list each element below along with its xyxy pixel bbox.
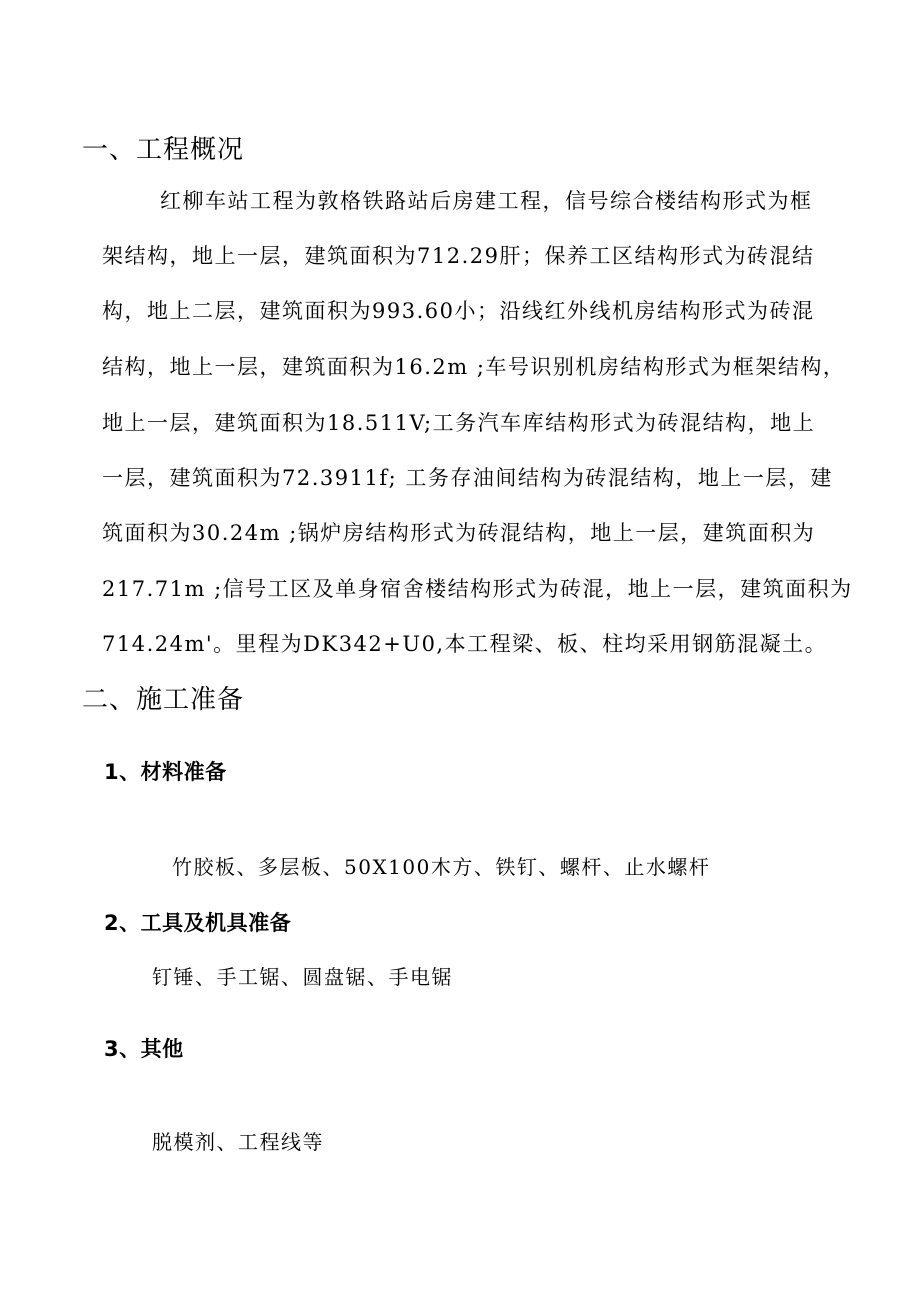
paragraph-line: 714.24m'。里程为DK342+U0,本工程梁、板、柱均采用钢筋混凝土。 bbox=[102, 632, 828, 656]
paragraph-line: 一层，建筑面积为72.3911f; 工务存油间结构为砖混结构，地上一层，建 bbox=[102, 466, 833, 490]
paragraph-line: 架结构，地上一层，建筑面积为712.29肝；保养工区结构形式为砖混结 bbox=[102, 244, 815, 268]
paragraph-line: 217.71m ;信号工区及单身宿舍楼结构形式为砖混，地上一层，建筑面积为 bbox=[102, 577, 853, 601]
paragraph-line: 地上一层，建筑面积为18.511V;工务汽车库结构形式为砖混结构，地上 bbox=[102, 411, 816, 435]
paragraph-line: 红柳车站工程为敦格铁路站后房建工程，信号综合楼结构形式为框 bbox=[160, 189, 813, 213]
subheading-tools: 2、工具及机具准备 bbox=[104, 911, 292, 935]
other-list: 脱模剂、工程线等 bbox=[152, 1130, 324, 1154]
tools-list: 钉锤、手工锯、圆盘锯、手电锯 bbox=[152, 965, 453, 989]
materials-list: 竹胶板、多层板、50X100木方、铁钉、螺杆、止水螺杆 bbox=[172, 855, 711, 879]
paragraph-line: 构，地上二层，建筑面积为993.60小；沿线红外线机房结构形式为砖混 bbox=[102, 299, 815, 323]
section-heading-preparation: 二、施工准备 bbox=[82, 685, 245, 715]
paragraph-line: 结构，地上一层，建筑面积为16.2m ;车号识别机房结构形式为框架结构， bbox=[102, 355, 846, 379]
subheading-other: 3、其他 bbox=[104, 1037, 184, 1061]
paragraph-line: 筑面积为30.24m ;锅炉房结构形式为砖混结构，地上一层，建筑面积为 bbox=[102, 521, 816, 545]
section-heading-overview: 一、工程概况 bbox=[82, 135, 245, 165]
subheading-materials: 1、材料准备 bbox=[104, 760, 227, 784]
